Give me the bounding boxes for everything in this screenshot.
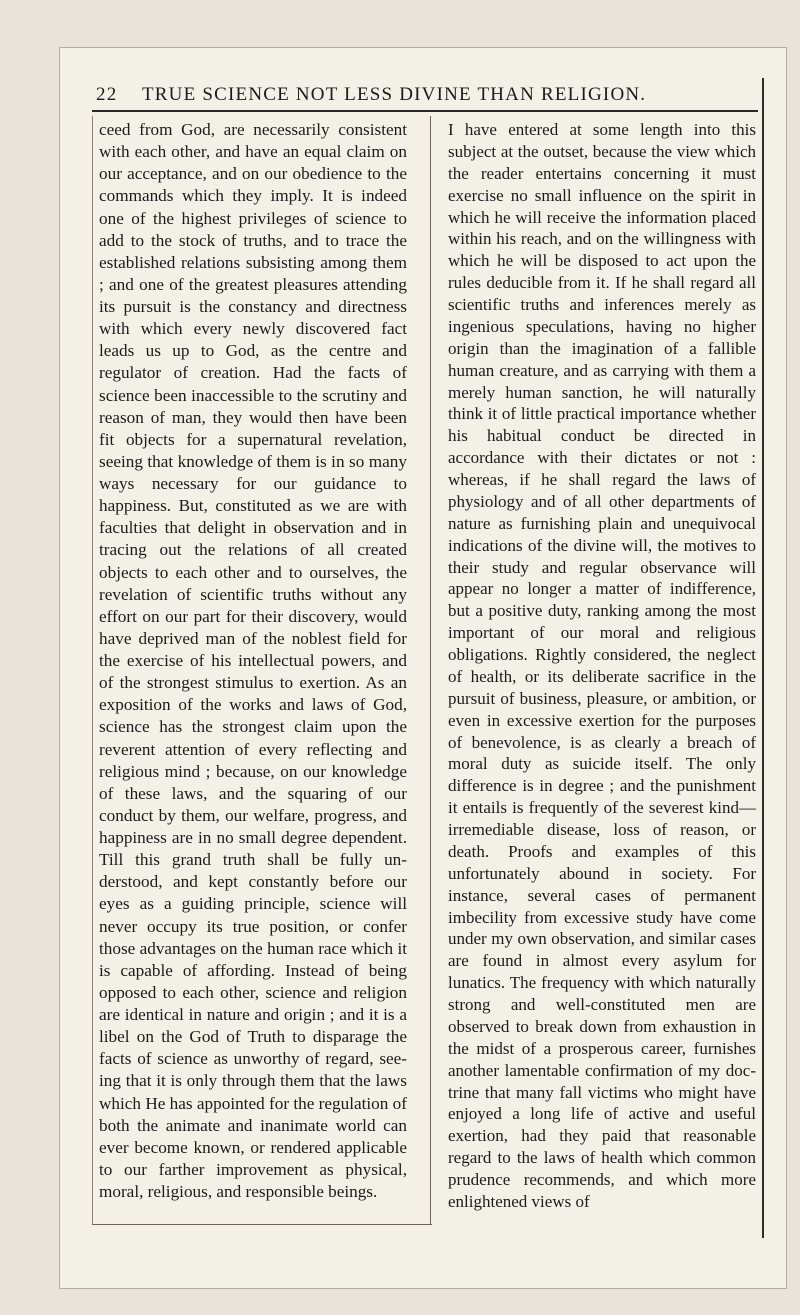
right-column <box>448 119 756 1213</box>
right-column-text: I have entered at some length into this subject at the outset, because the view which the reader entertains concerning it must exercise no small influence on the spirit in which he will receive the information placed within his reach, and on the willingness with which he will be disposed to act upon the rules deducible from it. If he shall regard all scientific truths and inferences merely as ingenious speculations, having no higher origin than the imagination of a fallible human creature, and as carrying with them a merely human sanction, he will naturally think it of little practical importance whether his habitual conduct be directed in accordance with their dictates or not : whereas, if he shall regard the laws of physiology and of all other departments of nature as furnishing plain and unequivocal indications of the divine will, the motives to their study and regular observance will appear no longer a matter of indifference, but a positive duty, ranking among the most important of our moral and religious obligations. Rightly considered, the neglect of health, or its deliberate sacrifice in the pursuit of business, pleasure, or ambition, or even in excessive exertion for the purposes of benevolence, is as clearly a breach of moral duty as suicide itself. The only difference is in degree ; and the punishment it entails is frequently of the severest kind—irremediable disease, loss of reason, or death. Proofs and examples of this unfortunately abound in society. For instance, several cases of permanent imbecility from excessive study have come under my own observation, and similar cases are found in almost every asylum for lunatics. The frequency with which naturally strong and well-constituted men are observed to break down from exhaustion in the midst of a prosperous career, furnishes another lamentable confirmation of my doctrine that many fall victims who might have enjoyed a long life of active and useful exertion, had they paid that reasonable regard to the laws of health which common prudence recommends, and which more enlightened views of <box>448 120 756 1211</box>
left-column-bottom-rule <box>92 1224 432 1225</box>
running-head-title: TRUE SCIENCE NOT LESS DIVINE THAN RELIGION. <box>142 84 647 105</box>
column-divider <box>430 116 431 1224</box>
header-rule <box>92 110 758 112</box>
right-page-border <box>762 78 764 1238</box>
page-number: 22 <box>96 84 118 105</box>
left-column <box>99 119 407 1203</box>
left-column-border <box>92 116 93 1224</box>
running-head <box>96 84 756 108</box>
left-column-text: ceed from God, are necessarily consistent with each other, and have an equal claim on our acceptance, and on our obedience to the commands which they imply. It is indeed one of the highest privileges of science to add to the stock of truths, and to trace the established relations subsisting among them ; and one of the greatest pleasures attending its pursuit is the constancy and directness with which every newly discovered fact leads us up to God, as the centre and regulator of creation. Had the facts of science been inaccessible to the scrutiny and reason of man, they would then have been fit objects for a supernatural revelation, seeing that knowledge of them is in so many ways necessary for our guidance to happiness. But, constituted as we are with faculties that delight in observation and in tracing out the relations of all created objects to each other and to ourselves, the revelation of scientific truths without any effort on our part for their discovery, would have deprived man of the noblest field for the exercise of his intellectual powers, and of the strongest stimulus to exertion. As an exposition of the works and laws of God, science has the strongest claim upon the reverent attention of every reflecting and religious mind ; because, on our knowledge of these laws, and the squaring of our conduct by them, our welfare, progress, and happiness are in no small degree dependent. Till this grand truth shall be fully understood, and kept constantly before our eyes as a guiding principle, science will never occupy its true position, or confer those advantages on the human race which it is capable of affording. Instead of being opposed to each other, science and religion are identical in nature and origin ; and it is a libel on the God of Truth to disparage the facts of science as unworthy of regard, seeing that it is only through them that the laws which He has appointed for the regulation of both the animate and inanimate world can ever become known, or rendered applicable to our farther improvement as physical, moral, religious, and responsible beings. <box>99 120 407 1201</box>
